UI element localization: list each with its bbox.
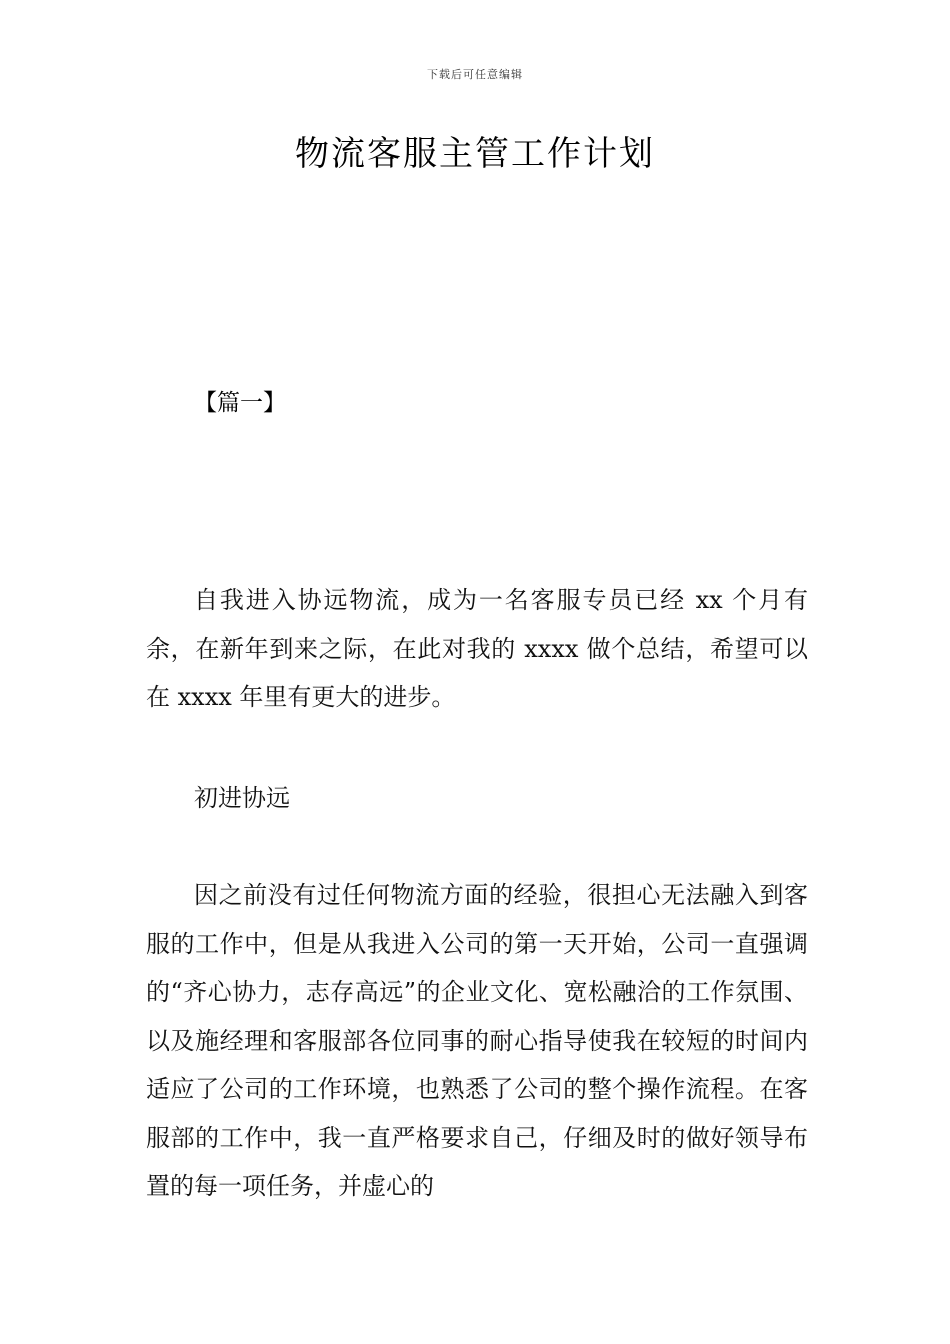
paragraph-body: 因之前没有过任何物流方面的经验，很担心无法融入到客服的工作中，但是从我进入公司的第一天开始，公司一直强调的“齐心协力，志存高远”的企业文化、宽松融洽的工作氛围、以及施经理和客服部各位同事的耐心指导使我在较短的时间内适应了公司的工作环境，也熟悉了公司的整个操作流程。在客服部的工作中，我一直严格要求自己，仔细及时的做好领导布置的每一项任务，并虚心的 xyxy=(146,881,808,1200)
section-label: 【篇一】 xyxy=(194,390,286,416)
header-note: 下载后可任意编辑 xyxy=(427,68,523,81)
document-title: 物流客服主管工作计划 xyxy=(295,134,655,174)
subheading: 初进协远 xyxy=(194,784,290,812)
paragraph-intro: 自我进入协远物流，成为一名客服专员已经 xx 个月有余，在新年到来之际，在此对我的 xxxx 做个总结，希望可以在 xxxx 年里有更大的进步。 xyxy=(146,586,808,711)
